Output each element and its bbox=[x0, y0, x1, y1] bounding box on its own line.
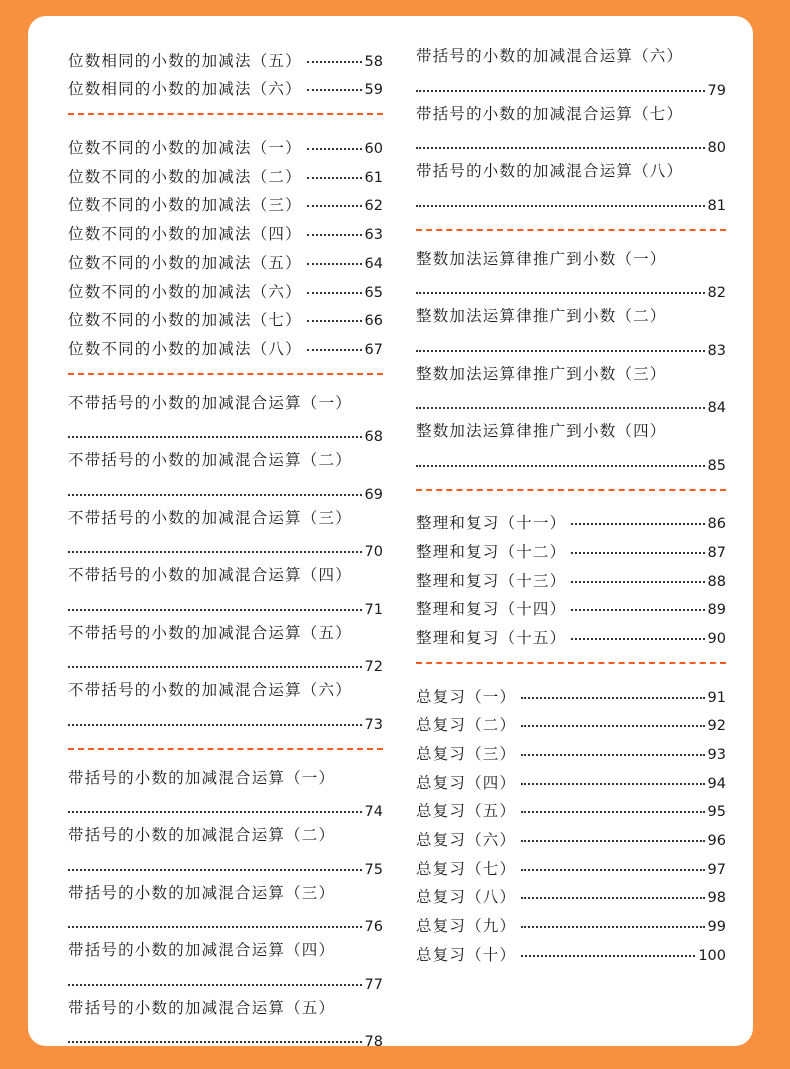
dot-leader bbox=[307, 61, 362, 63]
toc-entry-page: 89 bbox=[707, 602, 726, 619]
toc-entry-title: 总复习（五） bbox=[416, 802, 517, 821]
toc-entry-title: 位数不同的小数的加减法（一） bbox=[68, 139, 302, 158]
toc-entry-title: 总复习（十） bbox=[416, 945, 517, 964]
toc-entry[interactable] bbox=[416, 42, 726, 100]
toc-entry-title: 带括号的小数的加减混合运算（八） bbox=[416, 162, 684, 180]
toc-entry[interactable] bbox=[68, 129, 383, 158]
section-divider bbox=[68, 373, 383, 375]
toc-entry[interactable] bbox=[416, 821, 726, 850]
toc-entry[interactable] bbox=[68, 504, 383, 562]
toc-entry-title: 整数加法运算律推广到小数（一） bbox=[416, 249, 667, 268]
toc-entry[interactable] bbox=[416, 591, 726, 620]
toc-entry-title: 不带括号的小数的加减混合运算（二） bbox=[68, 451, 352, 470]
toc-entry[interactable] bbox=[68, 994, 383, 1052]
toc-entry-page: 99 bbox=[707, 919, 726, 936]
toc-entry-page: 84 bbox=[707, 400, 726, 416]
toc-left-column bbox=[68, 42, 383, 1051]
toc-entry-page: 63 bbox=[364, 227, 383, 244]
toc-entry-title: 位数相同的小数的加减法（六） bbox=[68, 80, 302, 99]
toc-entry[interactable] bbox=[68, 764, 383, 822]
toc-entry-title: 总复习（九） bbox=[416, 917, 517, 936]
toc-entry-page: 98 bbox=[707, 890, 726, 907]
toc-entry-title: 不带括号的小数的加减混合运算（六） bbox=[68, 681, 352, 700]
toc-entry[interactable] bbox=[416, 360, 726, 418]
dot-leader bbox=[416, 292, 705, 294]
toc-entry-page: 80 bbox=[707, 140, 726, 156]
dot-leader bbox=[307, 263, 362, 265]
dot-leader bbox=[68, 811, 362, 813]
toc-entry[interactable] bbox=[68, 879, 383, 937]
toc-entry-page: 81 bbox=[707, 197, 726, 214]
section-divider bbox=[416, 229, 726, 231]
dot-leader bbox=[307, 349, 362, 351]
toc-entry-page: 96 bbox=[707, 833, 726, 850]
toc-entry-title: 总复习（一） bbox=[416, 687, 517, 706]
dot-leader bbox=[68, 984, 362, 986]
dot-leader bbox=[307, 292, 362, 294]
toc-entry-page: 91 bbox=[707, 689, 726, 706]
dot-leader bbox=[521, 840, 704, 842]
dot-leader bbox=[416, 205, 705, 207]
dot-leader bbox=[571, 523, 704, 525]
section-divider bbox=[416, 489, 726, 491]
dot-leader bbox=[68, 494, 362, 496]
toc-entry-page: 78 bbox=[364, 1034, 383, 1051]
toc-entry[interactable] bbox=[416, 100, 726, 158]
toc-entry[interactable] bbox=[416, 879, 726, 908]
toc-entry[interactable] bbox=[68, 273, 383, 302]
dot-leader bbox=[68, 666, 362, 668]
toc-entry[interactable] bbox=[416, 245, 726, 303]
toc-entry-page: 75 bbox=[364, 861, 383, 878]
toc-entry-title: 整理和复习（十二） bbox=[416, 542, 567, 561]
toc-entry-title: 带括号的小数的加减混合运算（六） bbox=[416, 47, 684, 65]
dot-leader bbox=[416, 350, 705, 352]
toc-right-column bbox=[416, 42, 726, 965]
toc-entry-page: 95 bbox=[707, 804, 726, 821]
dot-leader bbox=[68, 724, 362, 726]
toc-entry[interactable] bbox=[68, 215, 383, 244]
toc-entry[interactable] bbox=[416, 764, 726, 793]
toc-entry[interactable] bbox=[68, 158, 383, 187]
dot-leader bbox=[521, 897, 704, 899]
toc-entry-title: 整数加法运算律推广到小数（三） bbox=[416, 364, 667, 383]
toc-entry[interactable] bbox=[416, 533, 726, 562]
toc-entry[interactable] bbox=[416, 850, 726, 879]
toc-entry-page: 72 bbox=[364, 659, 383, 676]
toc-entry-page: 61 bbox=[364, 169, 383, 186]
toc-entry-page: 93 bbox=[707, 747, 726, 763]
toc-entry-page: 65 bbox=[364, 284, 383, 301]
toc-entry[interactable] bbox=[68, 389, 383, 447]
toc-entry-page: 100 bbox=[698, 947, 726, 964]
toc-entry[interactable] bbox=[68, 561, 383, 619]
toc-entry[interactable] bbox=[68, 676, 383, 734]
toc-entry-title: 不带括号的小数的加减混合运算（五） bbox=[68, 623, 352, 642]
toc-entry-title: 位数不同的小数的加减法（二） bbox=[68, 167, 302, 186]
dot-leader bbox=[307, 320, 362, 322]
dot-leader bbox=[68, 436, 362, 438]
toc-entry-page: 74 bbox=[364, 804, 383, 821]
toc-entry-title: 位数不同的小数的加减法（七） bbox=[68, 311, 302, 330]
toc-entry[interactable] bbox=[416, 302, 726, 360]
toc-entry-title: 总复习（三） bbox=[416, 745, 517, 763]
dot-leader bbox=[521, 811, 704, 813]
toc-entry-page: 85 bbox=[707, 457, 726, 474]
toc-entry-page: 59 bbox=[364, 82, 383, 99]
toc-entry-title: 总复习（六） bbox=[416, 831, 517, 850]
dot-leader bbox=[521, 754, 704, 756]
toc-entry-title: 位数不同的小数的加减法（三） bbox=[68, 196, 302, 215]
dot-leader bbox=[521, 783, 704, 785]
dot-leader bbox=[68, 926, 362, 928]
toc-entry[interactable] bbox=[68, 330, 383, 359]
dot-leader bbox=[307, 177, 362, 179]
toc-entry-page: 94 bbox=[707, 775, 726, 792]
toc-entry-title: 整数加法运算律推广到小数（二） bbox=[416, 307, 667, 325]
toc-entry[interactable] bbox=[416, 417, 726, 475]
toc-entry-title: 位数不同的小数的加减法（八） bbox=[68, 339, 302, 358]
dot-leader bbox=[307, 205, 362, 207]
dot-leader bbox=[521, 955, 695, 957]
dot-leader bbox=[307, 89, 362, 91]
toc-entry-title: 带括号的小数的加减混合运算（一） bbox=[68, 768, 336, 787]
toc-entry-title: 带括号的小数的加减混合运算（四） bbox=[68, 941, 336, 960]
toc-entry-page: 77 bbox=[364, 976, 383, 993]
section-divider bbox=[68, 748, 383, 750]
section-divider bbox=[68, 113, 383, 115]
toc-entry[interactable] bbox=[68, 42, 383, 71]
toc-entry[interactable] bbox=[416, 735, 726, 764]
toc-entry[interactable] bbox=[416, 619, 726, 648]
toc-entry[interactable] bbox=[416, 678, 726, 707]
toc-entry[interactable] bbox=[416, 562, 726, 591]
toc-entry[interactable] bbox=[416, 505, 726, 534]
toc-entry-title: 位数相同的小数的加减法（五） bbox=[68, 51, 302, 70]
toc-entry-title: 位数不同的小数的加减法（五） bbox=[68, 253, 302, 272]
toc-entry[interactable] bbox=[68, 302, 383, 331]
dot-leader bbox=[571, 552, 704, 554]
toc-entry[interactable] bbox=[416, 707, 726, 736]
toc-entry-title: 位数不同的小数的加减法（六） bbox=[68, 282, 302, 301]
toc-entry-page: 62 bbox=[364, 198, 383, 215]
toc-entry[interactable] bbox=[68, 446, 383, 504]
toc-entry-title: 不带括号的小数的加减混合运算（四） bbox=[68, 566, 352, 585]
toc-entry[interactable] bbox=[68, 619, 383, 677]
dot-leader bbox=[521, 697, 704, 699]
dot-leader bbox=[307, 234, 362, 236]
toc-entry-page: 70 bbox=[364, 544, 383, 561]
toc-entry-page: 67 bbox=[364, 341, 383, 358]
toc-entry-page: 87 bbox=[707, 544, 726, 561]
toc-entry-title: 带括号的小数的加减混合运算（二） bbox=[68, 826, 336, 845]
toc-entry[interactable] bbox=[68, 244, 383, 273]
dot-leader bbox=[416, 147, 705, 149]
toc-entry-page: 79 bbox=[707, 82, 726, 99]
toc-entry-page: 69 bbox=[364, 486, 383, 503]
section-divider bbox=[416, 662, 726, 664]
dot-leader bbox=[521, 869, 704, 871]
toc-entry-page: 66 bbox=[364, 313, 383, 330]
toc-entry-title: 整数加法运算律推广到小数（四） bbox=[416, 422, 667, 440]
dot-leader bbox=[68, 609, 362, 611]
toc-entry-page: 76 bbox=[364, 919, 383, 936]
dot-leader bbox=[571, 609, 704, 611]
dot-leader bbox=[521, 926, 704, 928]
toc-card bbox=[28, 16, 753, 1051]
toc-entry-title: 带括号的小数的加减混合运算（五） bbox=[68, 998, 336, 1017]
toc-entry-page: 60 bbox=[364, 141, 383, 158]
toc-entry[interactable] bbox=[416, 907, 726, 936]
toc-entry-title: 位数不同的小数的加减法（四） bbox=[68, 225, 302, 244]
dot-leader bbox=[307, 148, 362, 150]
toc-entry-page: 92 bbox=[707, 718, 726, 735]
dot-leader bbox=[68, 551, 362, 553]
toc-entry[interactable] bbox=[68, 936, 383, 994]
toc-entry[interactable] bbox=[68, 821, 383, 879]
toc-entry[interactable] bbox=[68, 187, 383, 216]
dot-leader bbox=[571, 581, 704, 583]
dot-leader bbox=[416, 465, 705, 467]
toc-entry-page: 58 bbox=[364, 53, 383, 70]
dot-leader bbox=[416, 90, 705, 92]
dot-leader bbox=[416, 407, 705, 409]
toc-entry-title: 总复习（四） bbox=[416, 773, 517, 792]
toc-entry-page: 83 bbox=[707, 342, 726, 359]
toc-entry-page: 90 bbox=[707, 630, 726, 647]
dot-leader bbox=[521, 725, 704, 727]
toc-entry-title: 带括号的小数的加减混合运算（七） bbox=[416, 104, 684, 123]
toc-entry-title: 总复习（八） bbox=[416, 888, 517, 907]
toc-entry-title: 整理和复习（十三） bbox=[416, 571, 567, 590]
toc-entry-title: 总复习（二） bbox=[416, 716, 517, 735]
toc-entry-page: 68 bbox=[364, 429, 383, 446]
toc-entry-page: 64 bbox=[364, 255, 383, 272]
dot-leader bbox=[571, 638, 704, 640]
toc-entry-title: 不带括号的小数的加减混合运算（一） bbox=[68, 393, 352, 412]
toc-entry-page: 97 bbox=[707, 861, 726, 878]
toc-entry[interactable] bbox=[416, 793, 726, 822]
dot-leader bbox=[68, 1041, 362, 1043]
toc-entry-page: 88 bbox=[707, 573, 726, 590]
toc-entry-title: 总复习（七） bbox=[416, 859, 517, 878]
toc-entry-title: 整理和复习（十四） bbox=[416, 600, 567, 619]
toc-entry-title: 带括号的小数的加减混合运算（三） bbox=[68, 883, 336, 902]
toc-entry-page: 73 bbox=[364, 716, 383, 733]
toc-entry[interactable] bbox=[68, 71, 383, 100]
toc-entry[interactable] bbox=[416, 936, 726, 965]
toc-entry-title: 整理和复习（十一） bbox=[416, 514, 567, 533]
toc-entry-page: 82 bbox=[707, 285, 726, 301]
toc-entry-page: 86 bbox=[707, 516, 726, 533]
toc-entry-title: 整理和复习（十五） bbox=[416, 628, 567, 647]
toc-entry-title: 不带括号的小数的加减混合运算（三） bbox=[68, 508, 352, 527]
toc-entry-page: 71 bbox=[364, 601, 383, 618]
dot-leader bbox=[68, 869, 362, 871]
toc-entry[interactable] bbox=[416, 157, 726, 215]
